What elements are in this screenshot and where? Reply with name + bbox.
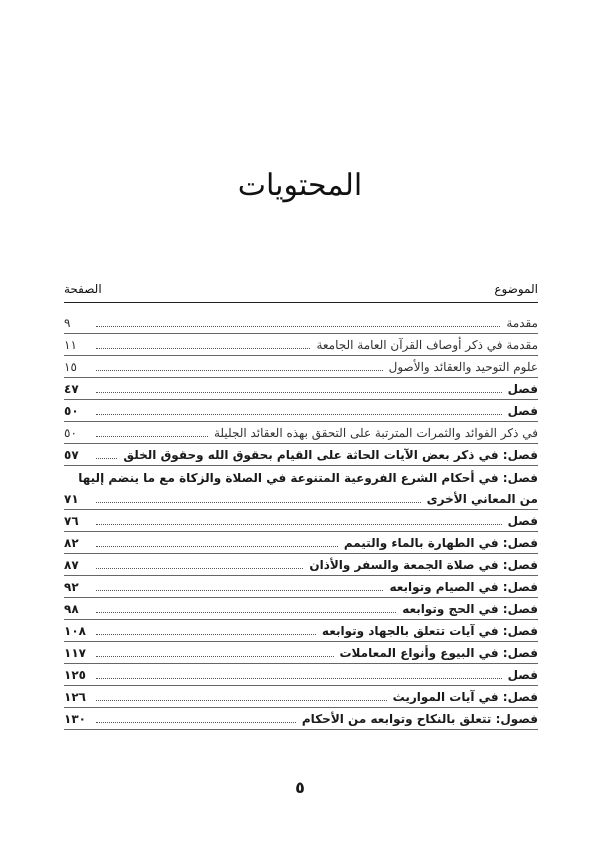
toc-entry-page: ٩٨ [64,602,79,616]
toc-entry-text: مقدمة [506,316,538,330]
toc-leader-dots [96,656,334,657]
toc-entry-text: فصل: في البيوع وأنواع المعاملات [339,646,538,660]
toc-entry [64,422,538,444]
toc-entry-text: فصل: في أحكام الشرع الفروعية المتنوعة في الصلاة والزكاة مع ما ينضم إليها [78,471,538,485]
toc-entry [64,686,538,708]
toc-entry-page: ٥٧ [64,448,79,462]
toc-entry-page: ٥٠ [64,404,79,418]
toc-entry [64,488,538,510]
toc-entry-text: فصل: في الحج وتوابعه [402,602,538,616]
toc-entry-text: فصل: في الطهارة بالماء والتيمم [343,536,538,550]
toc-entry-text: مقدمة في ذكر أوصاف القرآن العامة الجامعة [316,338,538,352]
toc-entry [64,532,538,554]
toc-entry-text: فصل: في آيات المواريث [392,690,538,704]
toc-leader-dots [96,546,338,547]
toc-entry [64,356,538,378]
toc-entry-page: ١١ [64,338,77,352]
toc-entry-text: فصل [507,514,538,528]
toc-entry [64,642,538,664]
toc-entry-page: ٨٢ [64,536,79,550]
toc-entry [64,378,538,400]
toc-leader-dots [96,524,502,525]
toc-entry [64,510,538,532]
header-topic-label: الموضوع [494,282,538,296]
toc-entry [64,554,538,576]
page-title: المحتويات [237,168,363,203]
toc-leader-dots [96,436,208,437]
toc-entry-text: علوم التوحيد والعقائد والأصول [388,360,538,374]
toc-entry [64,334,538,356]
toc-leader-dots [96,700,387,701]
toc-entry-page: ٧٦ [64,514,79,528]
toc-entry [64,444,538,466]
toc-entry-text: فصول: تتعلق بالنكاح وتوابعه من الأحكام [301,712,538,726]
toc-leader-dots [96,458,117,459]
toc-entry-page: ٩ [64,316,71,330]
toc-entry-page: ١٠٨ [64,624,86,638]
toc-leader-dots [96,370,383,371]
toc-entry-page: ٥٠ [64,426,77,440]
toc-entry-page: ١٣٠ [64,712,86,726]
toc-entry-text: من المعاني الأخرى [426,492,538,506]
toc-entry-page: ١٥ [64,360,77,374]
toc-entry [64,576,538,598]
toc-entry-text: فصل: في صلاة الجمعة والسفر والأذان [309,558,538,572]
toc-entry [64,598,538,620]
toc-entry-text: في ذكر الفوائد والثمرات المترتبة على التحقق بهذه العقائد الجليلة [213,426,538,440]
toc-entry-text: فصل [507,404,538,418]
toc-entry-text: فصل: في الصيام وتوابعه [389,580,538,594]
toc-entry-text: فصل: في ذكر بعض الآيات الحاثة على القيام بحقوق الله وحقوق الخلق [123,448,538,462]
toc-entry-page: ١١٧ [64,646,86,660]
toc-entry-page: ١٢٦ [64,690,86,704]
toc-leader-dots [96,722,296,723]
toc-list [64,312,538,730]
page-number: ٥ [295,778,305,797]
toc-entry-page: ٩٢ [64,580,79,594]
toc-entry-text: فصل: في آيات تتعلق بالجهاد وتوابعه [321,624,538,638]
toc-entry [64,400,538,422]
toc-entry [64,620,538,642]
toc-entry-text: فصل [507,382,538,396]
toc-leader-dots [96,612,396,613]
toc-leader-dots [96,392,502,393]
toc-leader-dots [96,568,303,569]
toc-leader-dots [96,590,383,591]
toc-entry-page: ١٢٥ [64,668,86,682]
toc-entry [64,664,538,686]
toc-leader-dots [96,414,502,415]
toc-leader-dots [96,326,500,327]
toc-entry-page: ٤٧ [64,382,79,396]
toc-entry-page: ٧١ [64,492,79,506]
toc-entry [64,312,538,334]
toc-header [64,282,538,300]
toc-entry-page: ٨٧ [64,558,79,572]
toc-entry-text: فصل [507,668,538,682]
toc-entry [64,708,538,730]
toc-leader-dots [96,634,316,635]
toc-entry [64,466,538,488]
toc-leader-dots [96,678,502,679]
header-rule [64,302,538,303]
header-page-label: الصفحة [64,282,102,296]
toc-leader-dots [96,502,421,503]
toc-leader-dots [96,348,310,349]
